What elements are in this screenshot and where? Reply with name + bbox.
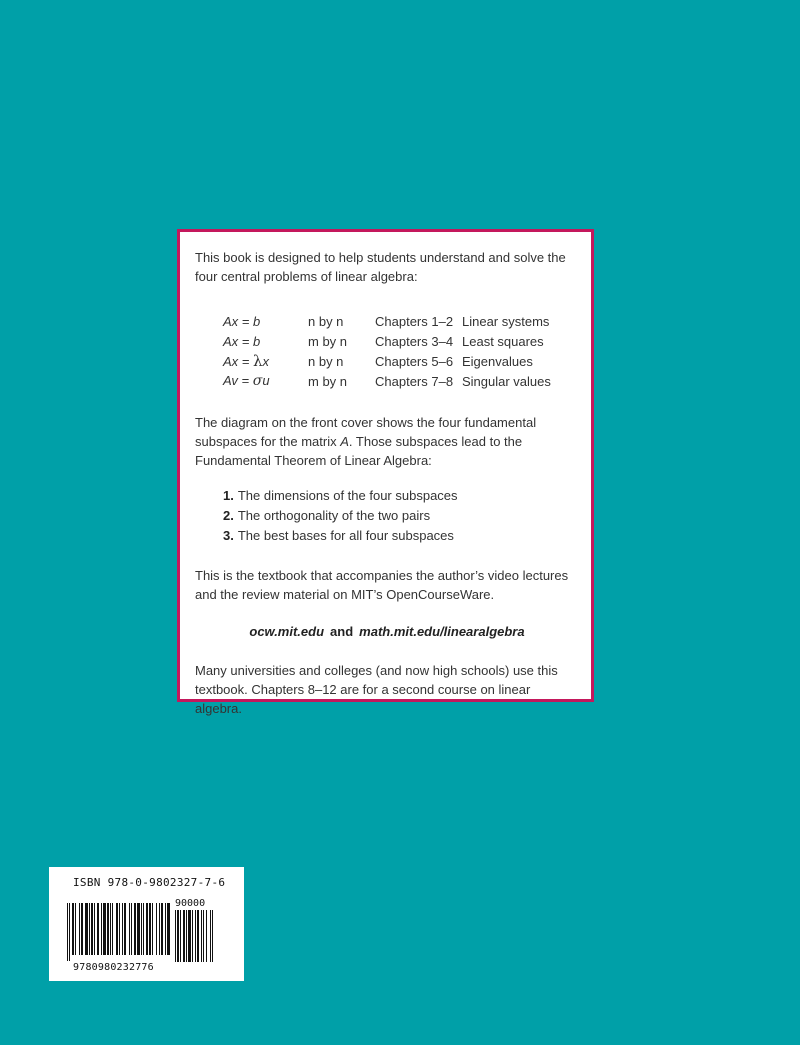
barcode-bar — [112, 903, 113, 955]
problem-row — [223, 311, 551, 331]
barcode-bar — [197, 910, 199, 962]
barcode-bar — [116, 903, 118, 955]
equation: Ax = b — [223, 333, 261, 349]
barcode-bar — [175, 910, 176, 962]
topic: Eigenvalues — [462, 353, 533, 369]
problems-table — [223, 311, 551, 391]
list-item: 2. The orthogonality of the two pairs — [223, 508, 431, 523]
barcode-bar — [107, 903, 109, 955]
barcode-bar — [85, 903, 88, 955]
accompany-text: This is the textbook that accompanies the author’s video lectures and the review material on MIT’s OpenCourseWare. — [195, 568, 569, 602]
barcode-bar — [210, 910, 211, 962]
matrix-size: m by n — [308, 333, 348, 349]
addon-barcode — [175, 910, 225, 962]
matrix-size: n by n — [308, 353, 344, 369]
ocw-link[interactable]: ocw.mit.edu — [249, 624, 325, 639]
chapters: Chapters 1–2 — [375, 313, 454, 329]
barcode-bar — [146, 903, 148, 955]
barcode-bar — [97, 903, 99, 955]
barcode-bar — [110, 903, 111, 955]
barcode-bar — [156, 903, 157, 955]
barcode-bar — [119, 903, 120, 955]
barcode-bar — [141, 903, 142, 955]
chapters: Chapters 7–8 — [375, 373, 454, 389]
list-item: 3. The best bases for all four subspaces — [223, 528, 454, 543]
isbn-text: ISBN 978-0-9802327-7-6 — [73, 876, 226, 889]
barcode-bar — [134, 903, 136, 955]
barcode-bar — [122, 903, 123, 955]
diagram-text: The diagram on the front cover shows the four fundamental subspaces for the matrix A. Those subspaces lead to the Fundamental Theorem of Linear Algebra: — [195, 415, 537, 468]
barcode-bar — [177, 910, 179, 962]
barcode-bar — [131, 903, 132, 955]
matrix-size: m by n — [308, 373, 348, 389]
equation: Av = σu — [223, 373, 270, 389]
barcode-bar — [129, 903, 130, 955]
barcode-bar — [192, 910, 193, 962]
barcode-bar — [72, 903, 74, 955]
equation: Ax = b — [223, 313, 261, 329]
barcode-bar — [79, 903, 80, 955]
sigma-symbol: σ — [252, 373, 263, 389]
topic: Singular values — [462, 373, 551, 389]
barcode-bar — [165, 903, 166, 955]
barcode-bar — [161, 903, 163, 955]
price-code: 90000 — [175, 898, 206, 909]
description-panel — [177, 229, 594, 716]
barcode-bar — [159, 903, 160, 955]
theorem-list — [195, 486, 579, 546]
topic: Linear systems — [462, 313, 550, 329]
barcode-bar — [143, 903, 144, 955]
barcode-bar — [212, 910, 213, 962]
barcode-bar — [67, 903, 68, 961]
main-barcode — [67, 903, 171, 961]
problem-row — [223, 331, 551, 351]
barcode-bar — [188, 910, 191, 962]
problem-row — [223, 351, 551, 371]
chapters: Chapters 5–6 — [375, 353, 454, 369]
barcode-bar — [75, 903, 76, 955]
barcode-bar — [167, 903, 170, 955]
barcode-bar — [69, 903, 70, 961]
list-item: 1. The dimensions of the four subspaces — [223, 488, 458, 503]
barcode-sticker — [49, 867, 244, 981]
problem-row — [223, 371, 551, 391]
barcode-digits: 9780980232776 — [73, 962, 154, 973]
barcode-bar — [206, 910, 207, 962]
matrix-size: n by n — [308, 313, 344, 329]
barcode-bar — [180, 910, 181, 962]
barcode-bar — [203, 910, 204, 962]
closing-text: Many universities and colleges (and now high schools) use this textbook. Chapters 8–12 are for a second course on linear algebra. — [195, 663, 558, 716]
topic: Least squares — [462, 333, 544, 349]
barcode-bar — [94, 903, 95, 955]
matrix-name: A — [340, 434, 349, 449]
barcode-bar — [186, 910, 187, 962]
barcode-bar — [101, 903, 102, 955]
barcode-bar — [137, 903, 140, 955]
barcode-bar — [201, 910, 202, 962]
barcode-bar — [183, 910, 185, 962]
barcode-bar — [81, 903, 83, 955]
barcode-bar — [149, 903, 151, 955]
intro-text: This book is designed to help students understand and solve the four central problems of linear algebra: — [195, 250, 566, 284]
math-link[interactable]: math.mit.edu/linearalgebra — [359, 624, 525, 639]
barcode-bar — [91, 903, 93, 955]
chapters: Chapters 3–4 — [375, 333, 454, 349]
barcode-bar — [89, 903, 90, 955]
and-text: and — [330, 624, 354, 639]
equation: Ax = λx — [223, 351, 270, 370]
barcode-bar — [103, 903, 106, 955]
barcode-bar — [152, 903, 153, 955]
website-links — [195, 622, 579, 641]
barcode-bar — [124, 903, 126, 955]
barcode-bar — [195, 910, 196, 962]
lambda-symbol: λ — [253, 351, 263, 370]
